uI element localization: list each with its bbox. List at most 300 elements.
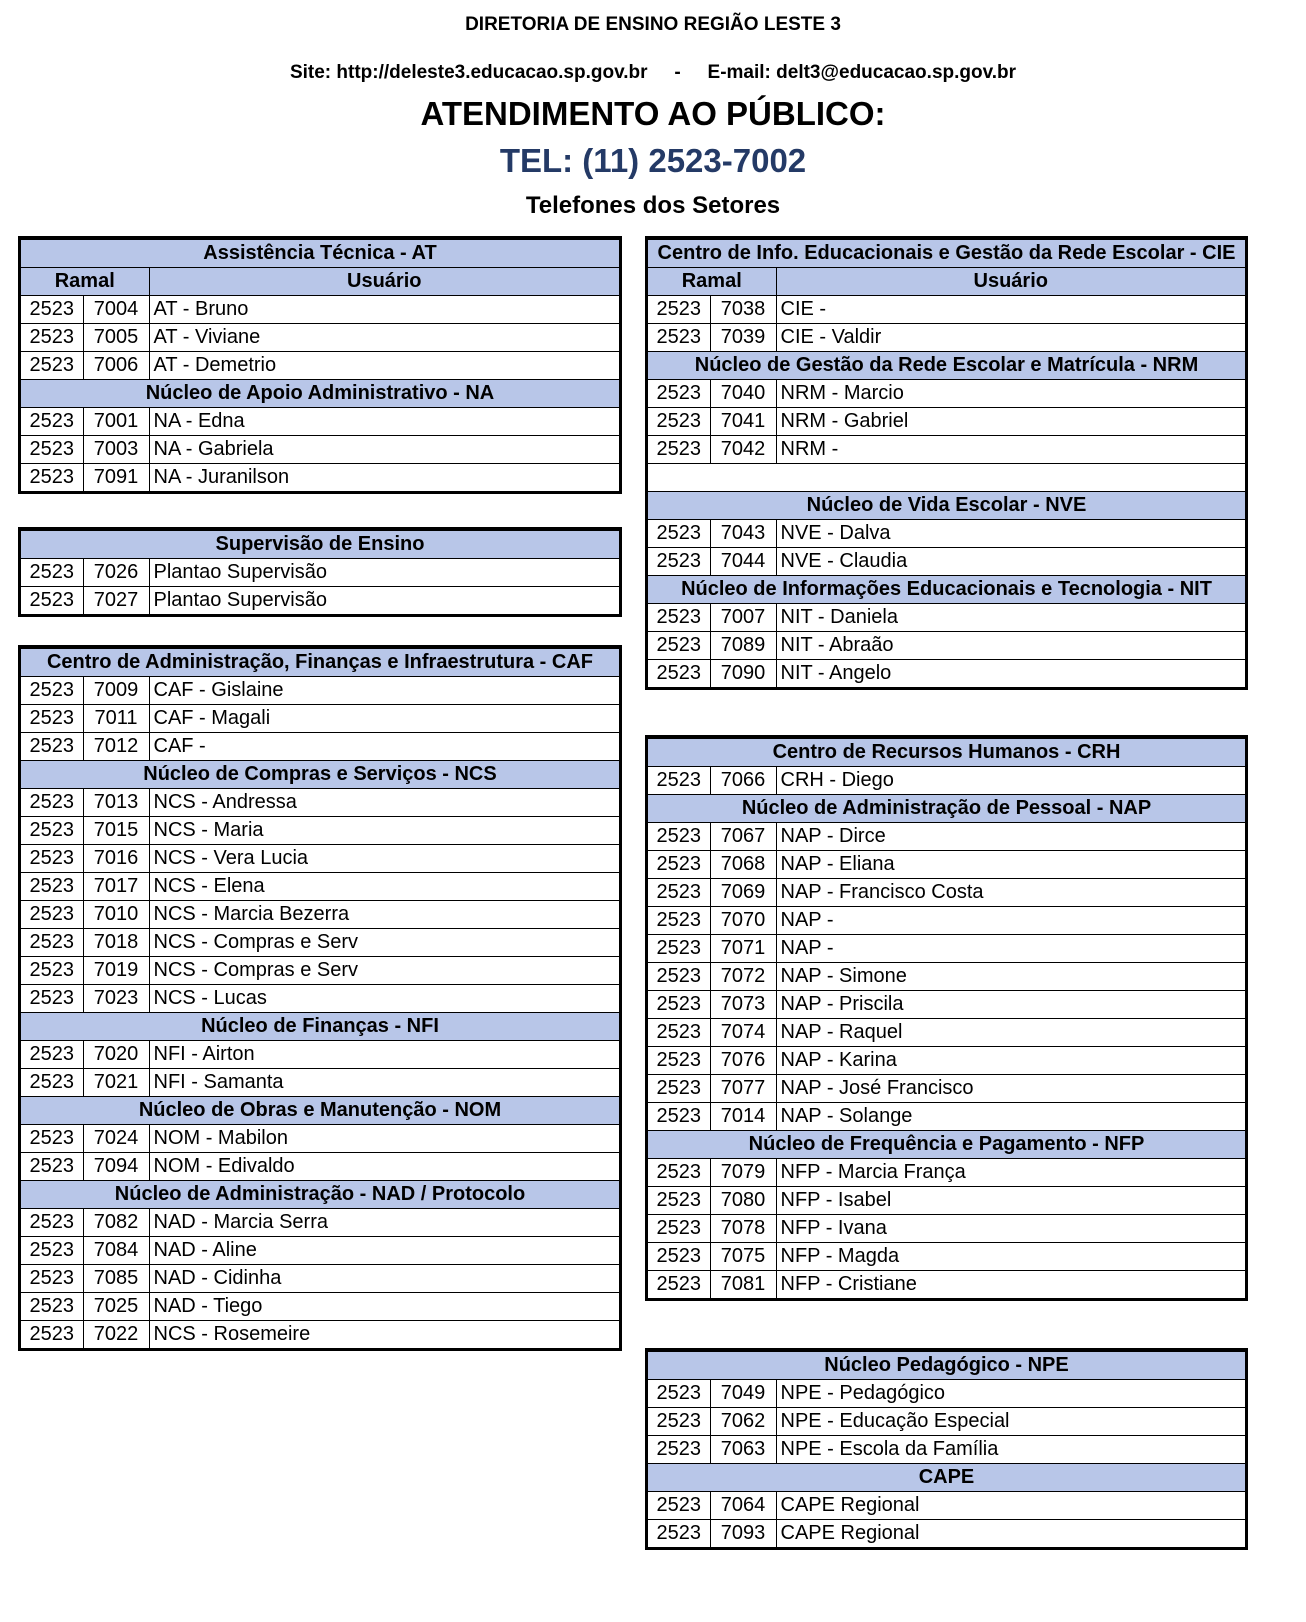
phone-extension: 7010 [83, 901, 149, 929]
phone-prefix: 2523 [648, 935, 710, 963]
column-header-usuario: Usuário [149, 268, 619, 296]
phone-prefix: 2523 [21, 817, 83, 845]
user-name: CAF - [149, 733, 619, 761]
phone-prefix: 2523 [21, 296, 83, 324]
phone-extension: 7040 [710, 380, 776, 408]
table-row [21, 352, 619, 380]
phone-extension: 7068 [710, 851, 776, 879]
phone-prefix: 2523 [648, 1492, 710, 1520]
phone-prefix: 2523 [648, 851, 710, 879]
table-row [21, 1125, 619, 1153]
phone-extension: 7078 [710, 1215, 776, 1243]
phone-prefix: 2523 [21, 1041, 83, 1069]
phone-prefix: 2523 [21, 1293, 83, 1321]
table-row [648, 1075, 1245, 1103]
phone-extension: 7093 [710, 1520, 776, 1548]
table-row [648, 1243, 1245, 1271]
table-row [21, 587, 619, 615]
section-title: Centro de Recursos Humanos - CRH [648, 739, 1245, 767]
phone-extension: 7081 [710, 1271, 776, 1299]
table-row [648, 408, 1245, 436]
phone-prefix: 2523 [648, 1047, 710, 1075]
phone-prefix: 2523 [21, 464, 83, 492]
phone-prefix: 2523 [648, 1215, 710, 1243]
user-name: NCS - Elena [149, 873, 619, 901]
section-title: Núcleo de Frequência e Pagamento - NFP [648, 1131, 1245, 1159]
section-title: Núcleo Pedagógico - NPE [648, 1352, 1245, 1380]
table-row [21, 559, 619, 587]
table-row [648, 1380, 1245, 1408]
table-row [648, 1047, 1245, 1075]
phone-prefix: 2523 [648, 1103, 710, 1131]
phone-prefix: 2523 [21, 901, 83, 929]
phone-extension: 7006 [83, 352, 149, 380]
user-name: NFP - Magda [776, 1243, 1245, 1271]
phone-prefix: 2523 [648, 907, 710, 935]
block-supervisao [18, 527, 622, 617]
phone-prefix: 2523 [648, 436, 710, 464]
table-row [648, 851, 1245, 879]
phone-prefix: 2523 [21, 1321, 83, 1349]
user-name: NAP - Eliana [776, 851, 1245, 879]
user-name: NAP - Dirce [776, 823, 1245, 851]
phone-table [648, 738, 1245, 1298]
organization-title: DIRETORIA DE ENSINO REGIÃO LESTE 3 [465, 14, 841, 35]
phone-extension: 7073 [710, 991, 776, 1019]
section-header-row [648, 1352, 1245, 1380]
phone-extension: 7044 [710, 548, 776, 576]
phone-extension: 7011 [83, 705, 149, 733]
phone-table [21, 530, 619, 614]
table-row [21, 817, 619, 845]
phone-extension: 7079 [710, 1159, 776, 1187]
user-name: NRM - [776, 436, 1245, 464]
phone-prefix: 2523 [21, 845, 83, 873]
phone-extension: 7013 [83, 789, 149, 817]
phone-extension: 7020 [83, 1041, 149, 1069]
section-header-row [21, 649, 619, 677]
table-row [21, 929, 619, 957]
user-name: NCS - Compras e Serv [149, 929, 619, 957]
blank-row [648, 464, 1245, 492]
phone-extension: 7076 [710, 1047, 776, 1075]
phone-prefix: 2523 [21, 733, 83, 761]
phone-extension: 7089 [710, 632, 776, 660]
phone-prefix: 2523 [21, 1153, 83, 1181]
user-name: AT - Demetrio [149, 352, 619, 380]
phone-prefix: 2523 [21, 929, 83, 957]
section-title: Núcleo de Obras e Manutenção - NOM [21, 1097, 619, 1125]
block-crh [645, 735, 1248, 1301]
phone-prefix: 2523 [21, 436, 83, 464]
table-row [648, 324, 1245, 352]
block-caf [18, 645, 622, 1351]
phone-extension: 7094 [83, 1153, 149, 1181]
table-row [21, 789, 619, 817]
user-name: NFP - Cristiane [776, 1271, 1245, 1299]
phone-prefix: 2523 [648, 767, 710, 795]
section-header-row [21, 380, 619, 408]
section-header-row [21, 531, 619, 559]
table-row [21, 1237, 619, 1265]
phone-extension: 7012 [83, 733, 149, 761]
phone-prefix: 2523 [648, 823, 710, 851]
user-name: NIT - Daniela [776, 604, 1245, 632]
table-row [648, 1271, 1245, 1299]
table-row [648, 380, 1245, 408]
section-title: Núcleo de Compras e Serviços - NCS [21, 761, 619, 789]
table-row [21, 1293, 619, 1321]
table-row [648, 632, 1245, 660]
user-name: NRM - Marcio [776, 380, 1245, 408]
phone-extension: 7080 [710, 1187, 776, 1215]
phone-prefix: 2523 [21, 587, 83, 615]
phone-extension: 7005 [83, 324, 149, 352]
phone-extension: 7049 [710, 1380, 776, 1408]
phone-extension: 7091 [83, 464, 149, 492]
user-name: NAP - [776, 907, 1245, 935]
phone-extension: 7003 [83, 436, 149, 464]
phone-extension: 7043 [710, 520, 776, 548]
phone-extension: 7084 [83, 1237, 149, 1265]
section-header-row [21, 1181, 619, 1209]
table-row [21, 1321, 619, 1349]
phone-table [648, 1351, 1245, 1547]
user-name: NA - Juranilson [149, 464, 619, 492]
table-row [21, 324, 619, 352]
user-name: NFP - Isabel [776, 1187, 1245, 1215]
section-header-row [648, 795, 1245, 823]
phone-extension: 7026 [83, 559, 149, 587]
table-row [21, 1069, 619, 1097]
user-name: NFI - Samanta [149, 1069, 619, 1097]
phone-prefix: 2523 [21, 873, 83, 901]
phone-prefix: 2523 [21, 705, 83, 733]
user-name: NPE - Escola da Família [776, 1436, 1245, 1464]
section-header-row [648, 240, 1245, 268]
phone-prefix: 2523 [21, 789, 83, 817]
table-row [648, 660, 1245, 688]
table-row [21, 1153, 619, 1181]
phone-extension: 7027 [83, 587, 149, 615]
phone-extension: 7024 [83, 1125, 149, 1153]
section-title: Núcleo de Apoio Administrativo - NA [21, 380, 619, 408]
section-title: CAPE [648, 1464, 1245, 1492]
user-name: CAF - Gislaine [149, 677, 619, 705]
main-phone: TEL: (11) 2523-7002 [499, 142, 807, 179]
user-name: NPE - Pedagógico [776, 1380, 1245, 1408]
column-header-row [21, 268, 619, 296]
phone-prefix: 2523 [21, 1209, 83, 1237]
phone-extension: 7014 [710, 1103, 776, 1131]
phone-prefix: 2523 [648, 963, 710, 991]
user-name: NAD - Marcia Serra [149, 1209, 619, 1237]
section-title: Núcleo de Finanças - NFI [21, 1013, 619, 1041]
table-row [21, 1209, 619, 1237]
phone-prefix: 2523 [21, 677, 83, 705]
phone-prefix: 2523 [648, 1159, 710, 1187]
block-cie [645, 236, 1248, 690]
table-row [648, 823, 1245, 851]
table-row [21, 1265, 619, 1293]
user-name: NAD - Aline [149, 1237, 619, 1265]
phone-extension: 7004 [83, 296, 149, 324]
section-header-row [21, 761, 619, 789]
user-name: NCS - Vera Lucia [149, 845, 619, 873]
user-name: NVE - Dalva [776, 520, 1245, 548]
phone-extension: 7042 [710, 436, 776, 464]
phone-extension: 7001 [83, 408, 149, 436]
phone-prefix: 2523 [648, 1380, 710, 1408]
user-name: NAP - [776, 935, 1245, 963]
user-name: NOM - Edivaldo [149, 1153, 619, 1181]
user-name: NOM - Mabilon [149, 1125, 619, 1153]
phone-prefix: 2523 [648, 520, 710, 548]
table-row [648, 963, 1245, 991]
phone-prefix: 2523 [648, 408, 710, 436]
user-name: NRM - Gabriel [776, 408, 1245, 436]
user-name: NIT - Abraão [776, 632, 1245, 660]
phone-prefix: 2523 [648, 1520, 710, 1548]
phone-extension: 7090 [710, 660, 776, 688]
table-row [648, 991, 1245, 1019]
table-row [648, 879, 1245, 907]
table-row [648, 1436, 1245, 1464]
user-name: NCS - Compras e Serv [149, 957, 619, 985]
user-name: NAP - Priscila [776, 991, 1245, 1019]
user-name: Plantao Supervisão [149, 559, 619, 587]
user-name: NVE - Claudia [776, 548, 1245, 576]
user-name: NIT - Angelo [776, 660, 1245, 688]
phone-extension: 7064 [710, 1492, 776, 1520]
phone-prefix: 2523 [648, 1019, 710, 1047]
phone-prefix: 2523 [21, 352, 83, 380]
user-name: NAD - Tiego [149, 1293, 619, 1321]
section-header-row [648, 492, 1245, 520]
phone-prefix: 2523 [648, 324, 710, 352]
phone-extension: 7021 [83, 1069, 149, 1097]
table-row [648, 1187, 1245, 1215]
user-name: AT - Viviane [149, 324, 619, 352]
user-name: NCS - Maria [149, 817, 619, 845]
section-title: Núcleo de Gestão da Rede Escolar e Matrícula - NRM [648, 352, 1245, 380]
section-title: Centro de Administração, Finanças e Infraestrutura - CAF [21, 649, 619, 677]
user-name: NFP - Ivana [776, 1215, 1245, 1243]
user-name: NAP - Simone [776, 963, 1245, 991]
phone-extension: 7063 [710, 1436, 776, 1464]
phone-prefix: 2523 [21, 324, 83, 352]
table-row [21, 1041, 619, 1069]
phone-prefix: 2523 [648, 1187, 710, 1215]
phone-extension: 7023 [83, 985, 149, 1013]
user-name: CAF - Magali [149, 705, 619, 733]
user-name: NCS - Lucas [149, 985, 619, 1013]
phone-table [648, 239, 1245, 687]
user-name: AT - Bruno [149, 296, 619, 324]
section-header-row [21, 240, 619, 268]
phone-extension: 7072 [710, 963, 776, 991]
user-name: CAPE Regional [776, 1492, 1245, 1520]
user-name: NCS - Andressa [149, 789, 619, 817]
table-row [648, 935, 1245, 963]
table-row [648, 604, 1245, 632]
table-row [21, 845, 619, 873]
table-row [648, 1019, 1245, 1047]
phone-extension: 7015 [83, 817, 149, 845]
table-row [648, 1215, 1245, 1243]
phone-prefix: 2523 [21, 559, 83, 587]
phone-extension: 7069 [710, 879, 776, 907]
table-row [648, 767, 1245, 795]
table-row [21, 464, 619, 492]
phone-extension: 7017 [83, 873, 149, 901]
user-name: NA - Edna [149, 408, 619, 436]
phone-prefix: 2523 [21, 957, 83, 985]
table-row [648, 1103, 1245, 1131]
user-name: NFP - Marcia França [776, 1159, 1245, 1187]
phone-extension: 7074 [710, 1019, 776, 1047]
column-header-ramal: Ramal [648, 268, 776, 296]
sectors-subtitle: Telefones dos Setores [525, 192, 781, 219]
section-title: Núcleo de Administração - NAD / Protocolo [21, 1181, 619, 1209]
table-row [21, 677, 619, 705]
phone-extension: 7071 [710, 935, 776, 963]
section-header-row [648, 1131, 1245, 1159]
table-row [21, 957, 619, 985]
phone-table [21, 239, 619, 491]
blank-cell [648, 464, 1245, 492]
user-name: NAP - Francisco Costa [776, 879, 1245, 907]
phone-extension: 7025 [83, 1293, 149, 1321]
phone-prefix: 2523 [21, 1125, 83, 1153]
phone-extension: 7082 [83, 1209, 149, 1237]
block-at [18, 236, 622, 494]
phone-prefix: 2523 [648, 548, 710, 576]
phone-prefix: 2523 [21, 1237, 83, 1265]
column-header-usuario: Usuário [776, 268, 1245, 296]
user-name: CIE - Valdir [776, 324, 1245, 352]
table-row [648, 1159, 1245, 1187]
phone-extension: 7077 [710, 1075, 776, 1103]
email-address[interactable]: E-mail: delt3@educacao.sp.gov.br [707, 62, 1017, 83]
phone-extension: 7039 [710, 324, 776, 352]
phone-extension: 7007 [710, 604, 776, 632]
column-header-row [648, 268, 1245, 296]
user-name: NAP - Raquel [776, 1019, 1245, 1047]
user-name: CAPE Regional [776, 1520, 1245, 1548]
phone-prefix: 2523 [648, 604, 710, 632]
phone-table [21, 648, 619, 1348]
phone-extension: 7075 [710, 1243, 776, 1271]
user-name: CRH - Diego [776, 767, 1245, 795]
table-row [21, 985, 619, 1013]
phone-prefix: 2523 [648, 632, 710, 660]
phone-extension: 7019 [83, 957, 149, 985]
section-header-row [648, 576, 1245, 604]
contact-line [0, 62, 1306, 84]
table-row [648, 548, 1245, 576]
user-name: NAD - Cidinha [149, 1265, 619, 1293]
phone-prefix: 2523 [648, 1075, 710, 1103]
table-row [21, 296, 619, 324]
user-name: CIE - [776, 296, 1245, 324]
table-row [648, 1408, 1245, 1436]
table-row [648, 1492, 1245, 1520]
phone-extension: 7016 [83, 845, 149, 873]
phone-extension: 7085 [83, 1265, 149, 1293]
phone-extension: 7022 [83, 1321, 149, 1349]
phone-extension: 7009 [83, 677, 149, 705]
phone-extension: 7062 [710, 1408, 776, 1436]
section-title: Assistência Técnica - AT [21, 240, 619, 268]
section-title: Núcleo de Informações Educacionais e Tecnologia - NIT [648, 576, 1245, 604]
phone-prefix: 2523 [648, 1243, 710, 1271]
phone-prefix: 2523 [648, 1271, 710, 1299]
phone-prefix: 2523 [648, 1436, 710, 1464]
table-row [21, 436, 619, 464]
site-url[interactable]: Site: http://deleste3.educacao.sp.gov.br [289, 62, 648, 83]
user-name: NAP - José Francisco [776, 1075, 1245, 1103]
contact-separator: - [674, 62, 681, 83]
phone-extension: 7041 [710, 408, 776, 436]
table-row [21, 408, 619, 436]
user-name: Plantao Supervisão [149, 587, 619, 615]
user-name: NCS - Marcia Bezerra [149, 901, 619, 929]
table-row [21, 705, 619, 733]
section-header-row [648, 739, 1245, 767]
phone-prefix: 2523 [648, 296, 710, 324]
column-header-ramal: Ramal [21, 268, 149, 296]
section-header-row [21, 1013, 619, 1041]
phone-extension: 7066 [710, 767, 776, 795]
table-row [648, 296, 1245, 324]
phone-extension: 7070 [710, 907, 776, 935]
phone-extension: 7038 [710, 296, 776, 324]
phone-prefix: 2523 [648, 1408, 710, 1436]
user-name: NAP - Solange [776, 1103, 1245, 1131]
phone-prefix: 2523 [648, 660, 710, 688]
section-title: Centro de Info. Educacionais e Gestão da Rede Escolar - CIE [648, 240, 1245, 268]
user-name: NA - Gabriela [149, 436, 619, 464]
section-title: Supervisão de Ensino [21, 531, 619, 559]
user-name: NAP - Karina [776, 1047, 1245, 1075]
table-row [648, 520, 1245, 548]
section-header-row [648, 352, 1245, 380]
block-npe [645, 1348, 1248, 1550]
table-row [21, 873, 619, 901]
phone-prefix: 2523 [21, 408, 83, 436]
phone-prefix: 2523 [21, 1069, 83, 1097]
attendance-heading: ATENDIMENTO AO PÚBLICO: [420, 95, 886, 132]
user-name: NCS - Rosemeire [149, 1321, 619, 1349]
phone-prefix: 2523 [648, 380, 710, 408]
phone-prefix: 2523 [21, 985, 83, 1013]
table-row [648, 1520, 1245, 1548]
user-name: NFI - Airton [149, 1041, 619, 1069]
section-title: Núcleo de Vida Escolar - NVE [648, 492, 1245, 520]
user-name: NPE - Educação Especial [776, 1408, 1245, 1436]
table-row [648, 907, 1245, 935]
phone-extension: 7067 [710, 823, 776, 851]
table-row [21, 733, 619, 761]
table-row [648, 436, 1245, 464]
phone-extension: 7018 [83, 929, 149, 957]
section-header-row [21, 1097, 619, 1125]
table-row [21, 901, 619, 929]
phone-prefix: 2523 [648, 879, 710, 907]
phone-prefix: 2523 [648, 991, 710, 1019]
section-header-row [648, 1464, 1245, 1492]
